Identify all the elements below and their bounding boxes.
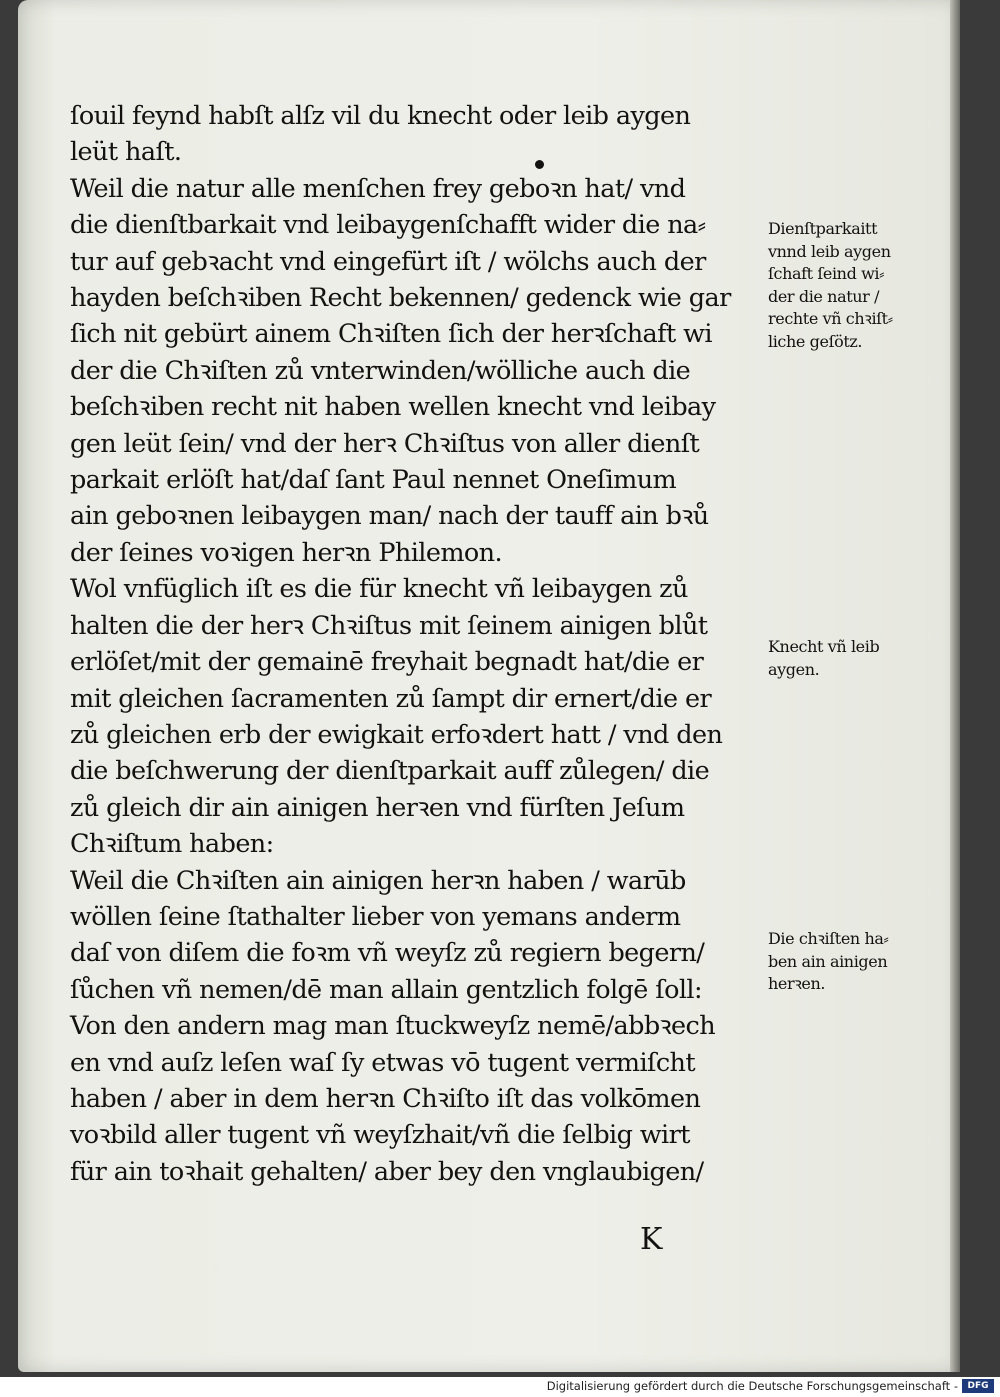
footer-bar — [0, 1377, 1000, 1397]
text-line: halten die der herꝛ Chꝛiſtus mit ſeinem ainigen blůt — [70, 610, 708, 641]
page-edge-shadow — [950, 0, 960, 1372]
text-line: hayden beſchꝛiben Recht bekennen/ gedenck wie gar — [70, 283, 731, 314]
text-line: gen leüt ſein/ vnd der herꝛ Chꝛiſtus von aller dienſt — [70, 428, 700, 459]
text-line: daſ von diſem die foꝛm vñ weyſz zů regiern begern/ — [70, 938, 705, 969]
text-line: beſchꝛiben recht nit haben wellen knecht vnd leibay — [70, 392, 716, 423]
text-line: Weil die natur alle menſchen frey geboꝛn hat/ vnd — [70, 173, 686, 204]
catchword: K — [640, 1222, 663, 1257]
margin-note-line: rechte vñ chꝛiſt⸗ — [768, 309, 893, 328]
margin-note-servants — [768, 636, 953, 681]
margin-note-line: vnnd leib aygen — [768, 241, 891, 261]
text-line: Wol vnfüglich iſt es die für knecht vñ leibaygen zů — [70, 574, 688, 605]
text-line: leüt haſt. — [70, 137, 182, 168]
margin-note-line: herꝛen. — [768, 974, 826, 993]
margin-note-line: ſchaft ſeind wi⸗ — [768, 264, 885, 283]
margin-note-line: Dienſtparkaitt — [768, 219, 878, 238]
text-line: mit gleichen ſacramenten zů ſampt dir ernert/die er — [70, 683, 712, 714]
text-line: für ain toꝛhait gehalten/ aber bey den vnglaubigen/ — [70, 1156, 704, 1187]
main-text-block — [70, 98, 760, 1190]
text-line: Weil die Chꝛiſten ain ainigen herꝛn haben / warūb — [70, 865, 686, 896]
text-line: tur auf gebꝛacht vnd eingefürt iſt / wölchs auch der — [70, 246, 706, 277]
margin-note-line: aygen. — [768, 659, 820, 679]
text-line: en vnd auſz leſen waſ ſy etwas vō tugent vermiſcht — [70, 1047, 696, 1078]
text-line: Chꝛiſtum haben: — [70, 829, 274, 860]
text-line: ain geboꝛnen leibaygen man/ nach der tauff ain bꝛů — [70, 501, 709, 532]
text-line: zů gleich dir ain ainigen herꝛen vnd fürſten Jeſum — [70, 792, 685, 823]
text-line: zů gleichen erb der ewigkait erfoꝛdert hatt / vnd den — [70, 719, 723, 750]
dfg-logo: DFG — [962, 1379, 994, 1393]
margin-note-line: Knecht vñ leib — [768, 637, 880, 656]
text-line: ſich nit gebürt ainem Chꝛiſten ſich der herꝛſchaft wi — [70, 319, 712, 350]
ink-dot — [535, 160, 544, 169]
text-line: die dienſtbarkait vnd leibaygenſchafft wider die na⸗ — [70, 210, 706, 241]
margin-note-line: ben ain ainigen — [768, 951, 888, 971]
text-line: der die Chꝛiſten zů vnterwinden/wölliche auch die — [70, 355, 691, 386]
text-line: haben / aber in dem herꝛn Chꝛiſto iſt das volkōmen — [70, 1083, 701, 1114]
margin-note-line: der die natur / — [768, 286, 880, 306]
text-line: der ſeines voꝛigen herꝛn Philemon. — [70, 537, 503, 568]
text-line: voꝛbild aller tugent vñ weyſzhait/vñ die ſelbig wirt — [70, 1120, 690, 1151]
margin-note-line: Die chꝛiſten ha⸗ — [768, 929, 889, 948]
footer-credit: Digitalisierung gefördert durch die Deutsche Forschungsgemeinschaft - — [546, 1379, 958, 1393]
text-line: erlöſet/mit der gemainē freyhait begnadt hat/die er — [70, 647, 704, 678]
margin-note-servitude — [768, 218, 953, 353]
margin-note-line: liche geſötz. — [768, 331, 863, 351]
text-line: Von den andern mag man ſtuckweyſz nemē/abbꝛech — [70, 1011, 716, 1042]
text-line: parkait erlöſt hat/daſ ſant Paul nennet Oneſimum — [70, 465, 677, 496]
text-line: die beſchwerung der dienſtparkait auff zůlegen/ die — [70, 756, 710, 787]
margin-note-one-lord — [768, 928, 953, 996]
text-line: ſůchen vñ nemen/dē man allain gentzlich folgē ſoll: — [70, 974, 702, 1005]
text-line: wöllen ſeine ſtathalter lieber von yemans anderm — [70, 901, 681, 932]
text-line: ſouil feynd habſt alſz vil du knecht oder leib aygen — [70, 101, 691, 131]
